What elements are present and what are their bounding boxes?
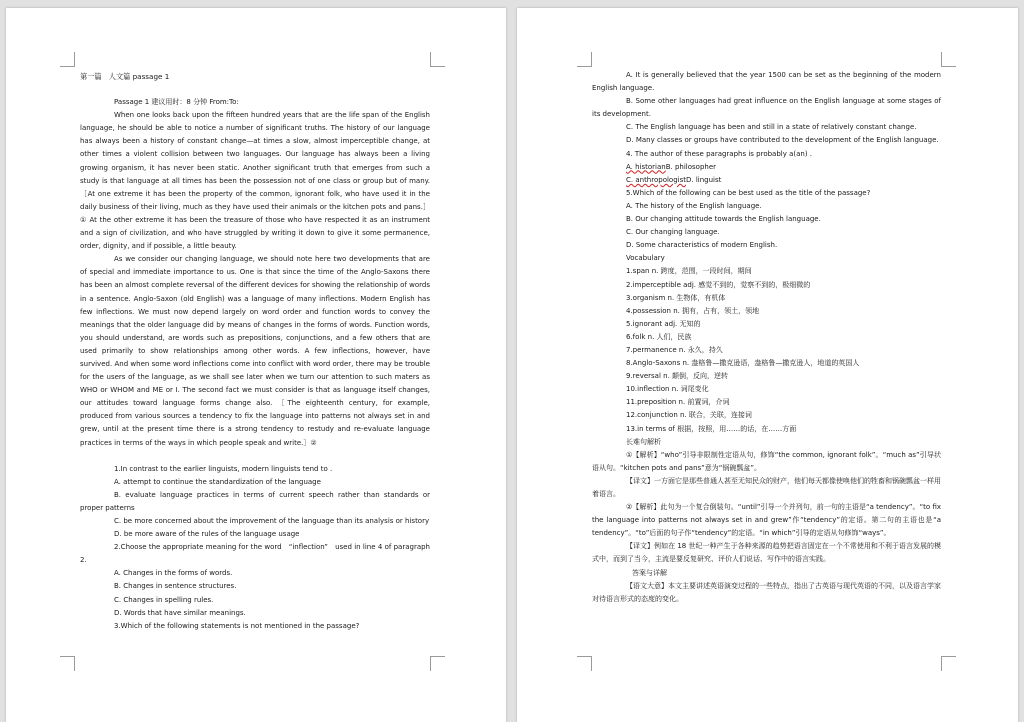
question-5-option-a: A. The history of the English language. xyxy=(626,201,762,210)
margin-mark-bottom-left xyxy=(577,656,592,671)
margin-mark-top-right xyxy=(941,52,956,67)
margin-mark-top-left xyxy=(577,52,592,67)
vocab-item: 4.possession n. 拥有，占有，领土，领地 xyxy=(626,306,760,315)
vocab-item: 7.permanence n. 永久，持久 xyxy=(626,345,723,354)
page-content xyxy=(592,69,941,606)
section-heading: 第一篇 人文篇 passage 1 xyxy=(80,72,170,81)
vocab-item: 11.preposition n. 前置词，介词 xyxy=(626,398,730,407)
vocab-item: 2.imperceptible adj. 感觉不到的，觉察不到的，极细微的 xyxy=(626,280,811,289)
sentence-analysis-2: ②【解析】此句为一个复合倒装句。“until”引导一个并列句，前一句的主语是“a tendency”。“to fix the language into patterns not always set in and grew”作“tendency”的定语。第二句的主语也是“a tendency”。“to”后面的句子作“tendency”的定语。“in which”引导的定语从句修饰“ways”。 xyxy=(592,503,941,538)
question-4-options-cd xyxy=(592,174,941,187)
question-5-option-c: C. Our changing language. xyxy=(626,228,720,237)
answer-summary: 【语文大意】本文主要讲述英语演变过程的一些特点，指出了古英语与现代英语的不同，以及语言学家对待语言形式的态度的变化。 xyxy=(592,581,941,603)
vocab-item: 9.reversal n. 颠倒，反向，逆转 xyxy=(626,372,729,381)
vocab-item: 6.folk n. 人们，民族 xyxy=(626,332,692,341)
question-1: 1.In contrast to the earlier linguists, modern linguists tend to . xyxy=(114,464,333,473)
vocab-item: 12.conjunction n. 联合，关联，连接词 xyxy=(626,411,752,420)
question-4-option-a: A. historian xyxy=(626,162,666,171)
page-content xyxy=(80,70,430,633)
vocab-item: 3.organism n. 生物体，有机体 xyxy=(626,293,726,302)
question-1-option-a: A. attempt to continue the standardization of the language xyxy=(114,477,321,486)
question-3: 3.Which of the following statements is not mentioned in the passage? xyxy=(114,621,360,630)
question-3-option-b: B. Some other languages had great influence on the English language at some stages of its development. xyxy=(592,97,941,119)
question-2-option-c: C. Changes in spelling rules. xyxy=(114,595,214,604)
question-5-option-b: B. Our changing attitude towards the English language. xyxy=(626,215,821,224)
question-1-option-d: D. be more aware of the rules of the language usage xyxy=(114,530,300,539)
passage-paragraph-2: As we consider our changing language, we should note here two developments that are of special and immediate importance to us. One is that since the time of the Anglo-Saxons there has been an almost complete reversal of the different devices for showing the relationship of words in a sentence. Anglo-Saxon (old English) was a language of many inflections. Modern English has few inflections. We must now depend largely on word order and function words to convey the meanings that the older language did by means of changes in the forms of words. Function words, you should understand, are words such as prepositions, conjunctions, and a few others that are used primarily to show relationships among other words. A few inflections, however, have survived. And when some word inflections come into conflict with word order, there may be trouble for the users of the language, as we shall see later when we turn our attention to such maters as WHO or WHOM and ME or I. The second fact we must consider is that as language itself changes, our attitudes toward language forms change also. ［The eighteenth century, for example, produced from various sources a tendency to fix the language into patterns not always set in and grew, until at the present time there is a strong tendency to restudy and re-evaluate language practices in terms of the ways in which people speak and write.］② xyxy=(80,255,431,447)
vocab-item: 10.inflection n. 词尾变化 xyxy=(626,385,709,394)
question-4-option-b: B. philosopher xyxy=(665,162,717,171)
sentence-analysis-1: ①【解析】“who”引导非限制性定语从句，修饰“the common, ignorant folk”。“much as”引导状语从句。“kitchen pots and pans”意为“锅碗瓢盆”。 xyxy=(592,450,941,472)
sentence-translation-2: 【译文】例如在 18 世纪一种产生于各种来源的趋势把语言固定在一个不常使用和不利于语言发展的模式中，而到了当今，主流是要反复研究、评价人们说话、写作中的语言实践。 xyxy=(592,542,941,564)
sentence-translation-1: 【译文】一方面它是那些普通人甚至无知民众的财产，他们每天都像使唤他们的牲畜和锅碗瓢盆一样用着语言。 xyxy=(592,476,941,498)
vocab-item: 5.ignorant adj. 无知的 xyxy=(626,319,701,328)
vocab-item: 8.Anglo-Saxons n. 盎格鲁—撒克逊语，盎格鲁—撒克逊人，地道的英国人 xyxy=(626,359,860,368)
question-4-option-d: D. linguist xyxy=(686,175,722,184)
margin-mark-bottom-left xyxy=(60,656,75,671)
question-4: 4. The author of these paragraphs is probably a(an) . xyxy=(626,149,813,158)
margin-mark-top-right xyxy=(430,52,445,67)
document-page-right xyxy=(517,8,1018,722)
question-5: 5.Which of the following can be best used as the title of the passage? xyxy=(626,188,871,197)
question-4-options-ab xyxy=(592,161,941,174)
question-2: 2.Choose the appropriate meaning for the word “inflection” used in line 4 of paragraph 2. xyxy=(80,543,430,565)
passage-subheading: Passage 1 建议用时：8 分钟 From:To: xyxy=(114,98,239,107)
vocab-item: 1.span n. 跨度，范围，一段时间，期间 xyxy=(626,267,752,276)
vocabulary-heading: Vocabulary xyxy=(626,254,665,263)
question-3-option-d: D. Many classes or groups have contributed to the development of the English language. xyxy=(626,136,939,145)
answer-heading: 答案与详解 xyxy=(632,568,667,577)
question-2-option-b: B. Changes in sentence structures. xyxy=(114,582,237,591)
question-4-option-c: C. anthropologist xyxy=(626,175,686,184)
margin-mark-bottom-right xyxy=(430,656,445,671)
passage-paragraph-1: When one looks back upon the fifteen hundred years that are the life span of the English language, he should be able to notice a number of significant truths. The history of our language has always been a history of constant change—at times a slow, almost imperceptible change, at other times a violent collision between two languages. Our language has always been a living growing organism, it has never been static. Another significant truth that emerges from such a study is that language at all times has been the possession not of one class or group but of many. ［At one extreme it has been the property of the common, ignorant folk, who have used it in the daily business of their living, much as they have used their animals or the kitchen pots and pans.］① At the other extreme it has been the treasure of those who have respected it as an instrument and a sign of civilization, and who have struggled by writing it down to give it some permanence, order, dignity, and if possible, a little beauty. xyxy=(80,111,430,251)
question-1-option-b: B. evaluate language practices in terms of current speech rather than standards or proper patterns xyxy=(80,490,430,512)
analysis-heading: 长难句解析 xyxy=(626,437,661,446)
question-2-option-a: A. Changes in the forms of words. xyxy=(114,569,233,578)
margin-mark-top-left xyxy=(60,52,75,67)
question-3-option-c: C. The English language has been and still in a state of relatively constant change. xyxy=(626,123,917,132)
document-page-left xyxy=(6,8,506,722)
vocab-item: 13.in terms of 根据，按照，用……的话，在……方面 xyxy=(626,424,797,433)
question-5-option-d: D. Some characteristics of modern English. xyxy=(626,241,778,250)
margin-mark-bottom-right xyxy=(941,656,956,671)
question-1-option-c: C. be more concerned about the improvement of the language than its analysis or history xyxy=(114,517,430,525)
question-3-option-a: A. It is generally believed that the year 1500 can be set as the beginning of the modern English language. xyxy=(592,71,941,93)
question-2-option-d: D. Words that have similar meanings. xyxy=(114,608,246,617)
